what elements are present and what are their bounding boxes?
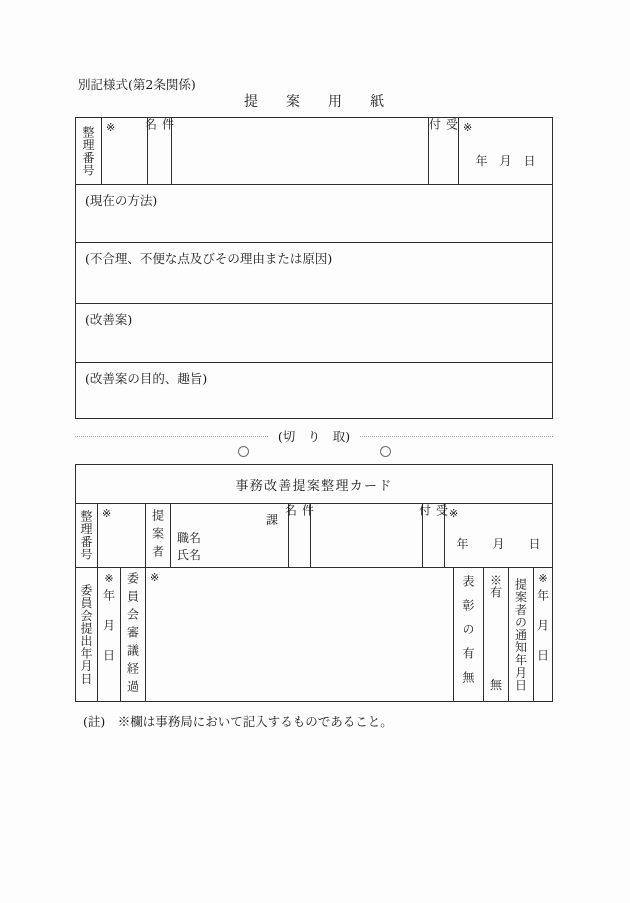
- cut-line-label: (切 り 取): [277, 429, 351, 444]
- receipt-date-label: 年 月 日: [475, 154, 536, 168]
- improvement-plan-row: [76, 304, 552, 363]
- ref-no-header-cell: [76, 118, 102, 184]
- footnote: (註) ※欄は事務局において記入するものであること。: [83, 714, 393, 729]
- card-ref-no-asterisk-mark: ※: [102, 507, 112, 520]
- card-committee-row: [76, 568, 552, 701]
- proposer-entry-cell: [171, 504, 289, 567]
- committee-review-entry-cell: [146, 568, 454, 701]
- problem-reason-cell: [76, 243, 552, 303]
- improvement-plan-label: (改善案): [85, 312, 133, 327]
- committee-review-label: 委員会審議経過: [125, 571, 140, 698]
- notify-date-label: 年月日: [535, 589, 550, 679]
- job-title-label: 職名: [177, 531, 202, 545]
- committee-submit-asterisk-mark: ※: [104, 572, 114, 585]
- card-ref-no-label: 整理番号: [79, 510, 93, 561]
- receipt-header-cell: [429, 118, 459, 184]
- name-label: 氏名: [177, 548, 202, 562]
- current-method-cell: [76, 185, 552, 242]
- card-info-row: [76, 504, 552, 568]
- section-label: 課: [265, 513, 278, 527]
- committee-submit-date-label: 年月日: [101, 589, 116, 679]
- punch-hole-right: [380, 446, 391, 457]
- notify-date-cell: [534, 568, 552, 701]
- proposer-label: 提案者: [150, 508, 165, 563]
- receipt-asterisk-mark: ※: [463, 121, 473, 134]
- ref-no-label: 整理番号: [81, 125, 95, 177]
- receipt-label: 受付: [427, 118, 459, 157]
- proposer-header-cell: [146, 504, 171, 567]
- committee-submit-label: 委員会提出年月日: [79, 584, 93, 685]
- subject-entry-cell: [172, 118, 429, 184]
- problem-reason-row: [76, 243, 552, 304]
- cut-line: [75, 427, 553, 445]
- cut-line-dots-right: [360, 436, 553, 437]
- award-entry-cell: [484, 568, 509, 701]
- card-title: 事務改善提案整理カード: [235, 478, 393, 494]
- card-ref-no-header-cell: [76, 504, 98, 567]
- notify-asterisk-mark: ※: [538, 572, 548, 585]
- committee-submit-date-cell: [98, 568, 121, 701]
- ref-no-asterisk-mark: ※: [106, 121, 116, 134]
- page-title: 提 案 用 紙: [244, 94, 384, 110]
- improvement-plan-cell: [76, 304, 552, 362]
- subject-label: 件名: [143, 118, 175, 157]
- award-no-label: 無: [489, 678, 502, 692]
- receipt-date-cell: [459, 118, 552, 184]
- committee-submit-header-cell: [76, 568, 98, 701]
- form-reference-note: 別記様式(第2条関係): [78, 77, 196, 92]
- purpose-row: [76, 363, 552, 418]
- proposal-form-table: [75, 117, 553, 419]
- notify-header-cell: [509, 568, 534, 701]
- card-receipt-date-cell: [445, 504, 552, 567]
- committee-review-asterisk-mark: ※: [150, 571, 160, 584]
- award-header-cell: [454, 568, 484, 701]
- current-method-label: (現在の方法): [85, 193, 158, 208]
- purpose-cell: [76, 363, 552, 418]
- punch-hole-left: [238, 446, 249, 457]
- card-ref-no-entry-cell: [98, 504, 146, 567]
- current-method-row: [76, 185, 552, 243]
- card-receipt-date-label: 年 月 日: [456, 537, 541, 551]
- award-label: 表彰の有無: [461, 574, 475, 695]
- ref-no-entry-cell: [102, 118, 148, 184]
- card-subject-header-cell: [283, 504, 315, 567]
- card-subject-entry-cell: [311, 504, 423, 567]
- problem-reason-label: (不合理、不便な点及びその理由または原因): [85, 251, 333, 266]
- cut-line-dots-left: [75, 436, 268, 437]
- card-receipt-asterisk-mark: ※: [449, 507, 459, 520]
- card-receipt-header-cell: [417, 504, 449, 567]
- card-title-row: [76, 465, 552, 504]
- proposal-header-row: [76, 118, 552, 185]
- purpose-label: (改善案の目的、趣旨): [85, 371, 208, 386]
- subject-header-cell: [143, 118, 175, 184]
- card-subject-label: 件名: [283, 504, 315, 543]
- notify-label: 提案者の通知年月日: [513, 577, 528, 692]
- improvement-card-table: [75, 464, 553, 702]
- card-receipt-label: 受付: [417, 504, 449, 543]
- committee-review-header-cell: [121, 568, 146, 701]
- award-yes-mark: ※有: [488, 574, 503, 598]
